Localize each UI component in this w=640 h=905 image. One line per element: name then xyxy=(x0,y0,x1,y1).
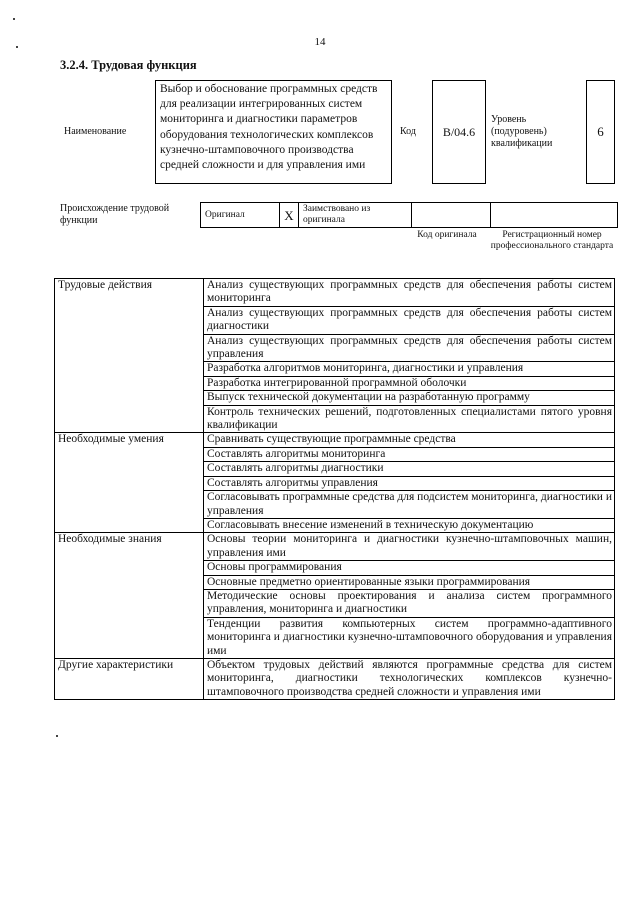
page-number: 14 xyxy=(314,36,326,48)
list-item: Составлять алгоритмы мониторинга xyxy=(204,447,615,461)
code-label: Код xyxy=(400,126,416,137)
list-item: Составлять алгоритмы управления xyxy=(204,476,615,490)
category-cell: Другие характеристики xyxy=(55,658,204,699)
list-item: Методические основы проектирования и анализа систем программного управления, мониторинга и диагностики xyxy=(204,589,615,617)
table-row xyxy=(55,279,615,307)
list-item: Контроль технических решений, подготовленных специалистами пятого уровня квалификации xyxy=(204,405,615,433)
list-item: Согласовывать внесение изменений в техническую документацию xyxy=(204,518,615,532)
origin-label: Происхождение трудовой функции xyxy=(60,203,170,226)
category-cell: Трудовые действия xyxy=(55,279,204,433)
reg-number-caption: Регистрационный номер профессионального стандарта xyxy=(490,230,614,251)
function-name-box: Выбор и обоснование программных средств для реализации интегрированных систем мониторинга и диагностики параметров оборудования технологических комплексов кузнечно-штамповочного производства средней сложности и для управления ими xyxy=(155,80,392,184)
original-label: Оригинал xyxy=(201,203,280,228)
list-item: Анализ существующих программных средств для обеспечения работы систем мониторинга xyxy=(204,279,615,307)
list-item: Разработка алгоритмов мониторинга, диагностики и управления xyxy=(204,362,615,376)
list-item: Основы теории мониторинга и диагностики кузнечно-штамповочных машин, управления ими xyxy=(204,533,615,561)
scan-speck xyxy=(16,46,18,48)
list-item: Составлять алгоритмы диагностики xyxy=(204,462,615,476)
origin-table xyxy=(200,202,618,228)
scan-speck xyxy=(56,735,58,737)
list-item: Согласовывать программные средства для подсистем мониторинга, диагностики и управления xyxy=(204,491,615,519)
function-table xyxy=(54,278,615,700)
list-item: Анализ существующих программных средств для обеспечения работы систем управления xyxy=(204,334,615,362)
scan-speck xyxy=(13,18,15,20)
original-mark: X xyxy=(280,203,299,228)
table-row xyxy=(55,658,615,699)
code-original-caption: Код оригинала xyxy=(417,230,477,240)
table-row xyxy=(55,433,615,447)
table-row xyxy=(55,533,615,561)
list-item: Разработка интегрированной программной оболочки xyxy=(204,376,615,390)
list-item: Основные предметно ориентированные языки программирования xyxy=(204,575,615,589)
level-value-box: 6 xyxy=(586,80,615,184)
list-item: Объектом трудовых действий являются программные средства для систем мониторинга, диагностики технологических комплексов кузнечно-штамповочного производства средней сложности и управления ими xyxy=(204,658,615,699)
list-item: Выпуск технической документации на разработанную программу xyxy=(204,391,615,405)
category-cell: Необходимые умения xyxy=(55,433,204,533)
borrowed-label: Заимствовано из оригинала xyxy=(299,203,412,228)
list-item: Тенденции развития компьютерных систем программно-адаптивного мониторинга и диагностики кузнечно-штамповочного оборудования и управления ими xyxy=(204,617,615,658)
code-original-cell xyxy=(412,203,491,228)
list-item: Сравнивать существующие программные средства xyxy=(204,433,615,447)
level-label: Уровень (подуровень) квалификации xyxy=(491,114,553,149)
section-title: 3.2.4. Трудовая функция xyxy=(60,58,197,72)
code-value-box: В/04.6 xyxy=(432,80,486,184)
name-label: Наименование xyxy=(64,126,127,137)
list-item: Основы программирования xyxy=(204,561,615,575)
reg-number-cell xyxy=(491,203,618,228)
category-cell: Необходимые знания xyxy=(55,533,204,659)
list-item: Анализ существующих программных средств для обеспечения работы систем диагностики xyxy=(204,306,615,334)
